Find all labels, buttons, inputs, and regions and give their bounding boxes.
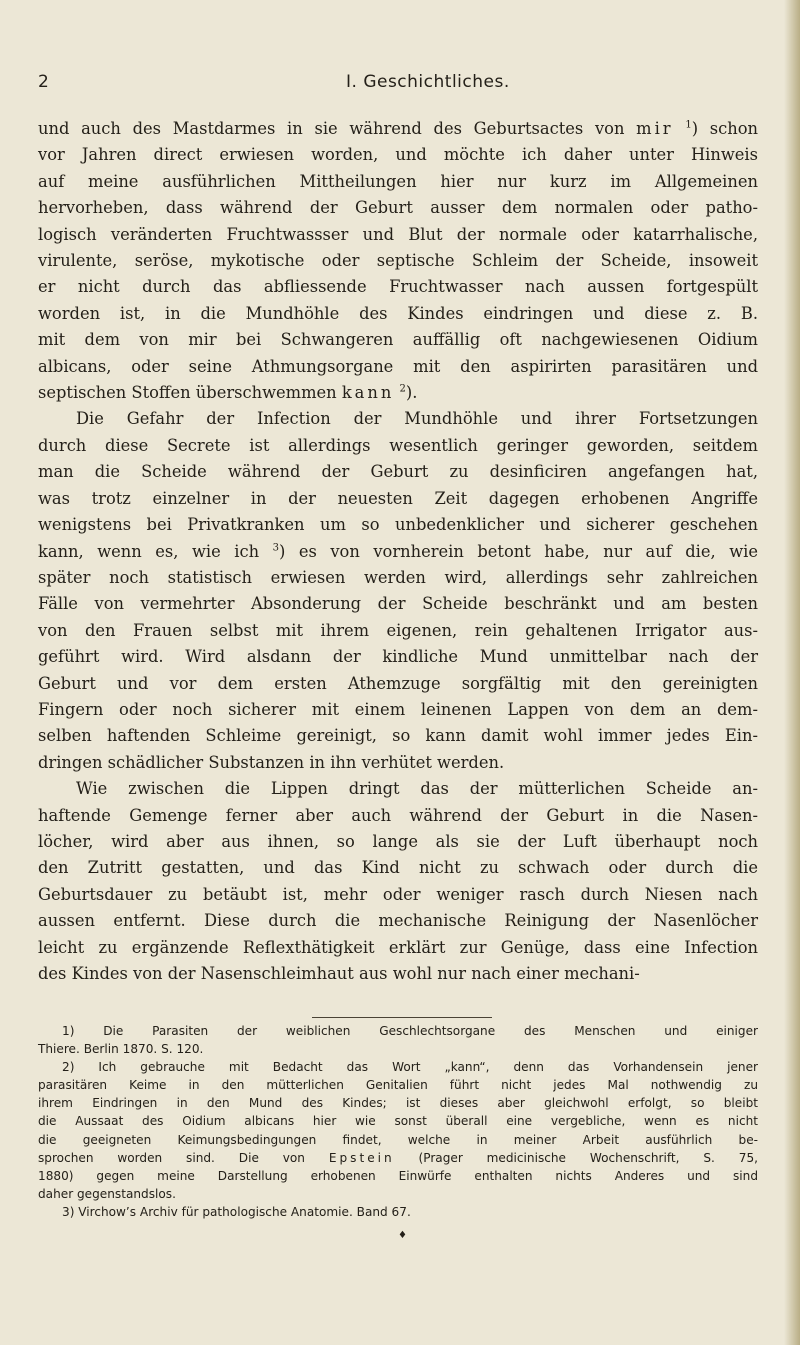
text-line: dringen schädlicher Substanzen in ihn verhütet werden. [38, 752, 505, 772]
footnote-line: parasitären Keime in den mütterlichen Genitalien führt nicht jedes Mal nothwendig zu [38, 1078, 758, 1093]
footnote-line: die geeigneten Keimungsbedingungen findet, welche in meiner Arbeit ausführlich be- [38, 1132, 758, 1147]
text-line: Geburt und vor dem ersten Athemzuge sorgfältig mit den gereinigten [38, 673, 758, 693]
text-line: leicht zu ergänzende Reflexthätigkeit erklärt zur Genüge, dass eine Infection [38, 937, 758, 957]
text-line: von den Frauen selbst mit ihrem eigenen, rein gehaltenen Irrigator aus- [38, 620, 758, 640]
text-line: hervorheben, dass während der Geburt ausser dem normalen oder patho- [38, 198, 758, 218]
footnote-ref: 1 [685, 119, 692, 131]
page-number: 2 [38, 72, 49, 92]
text-line: virulente, seröse, mykotische oder septische Schleim der Scheide, insoweit [38, 251, 758, 271]
text-line: Wie zwischen die Lippen dringt das der mütterlichen Scheide an- [76, 779, 758, 799]
text-line: wenigstens bei Privatkranken um so unbedenklicher und sicherer geschehen [38, 515, 758, 535]
text-line: Die Gefahr der Infection der Mundhöhle und ihrer Fortsetzungen [76, 409, 758, 429]
text-line: Fingern oder noch sicherer mit einem leinenen Lappen von dem an dem- [38, 699, 758, 719]
footnote-ref: 3 [272, 542, 279, 554]
text-line: Geburtsdauer zu betäubt ist, mehr oder weniger rasch durch Niesen nach [38, 884, 758, 904]
text-line: aussen entfernt. Diese durch die mechanische Reinigung der Nasenlöcher [38, 911, 758, 931]
footnote-line: Thiere. Berlin 1870. S. 120. [38, 1042, 204, 1057]
footnote-line: 1) Die Parasiten der weiblichen Geschlechtsorgane des Menschen und einiger [62, 1024, 758, 1038]
text-line: selben haftenden Schleime gereinigt, so kann damit wohl immer jedes Ein- [38, 726, 758, 746]
text-line: septischen Stoffen überschwemmen kann $^2$). [38, 383, 418, 403]
footnote-line: 2) Ich gebrauche mit Bedacht das Wort „kann“, denn das Vorhandensein jener [62, 1060, 758, 1075]
text-line: und auch des Mastdarmes in sie während des Geburtsactes von mir $^1$) schon [38, 119, 758, 138]
text-line: logisch veränderten Fruchtwassser und Blut der normale oder katarrhalische, [38, 224, 758, 244]
running-head [38, 72, 758, 96]
footnote-line: 1880) gegen meine Darstellung erhobenen Einwürfe enthalten nichts Anderes und sind [38, 1168, 758, 1183]
page-ornament: ♦ [398, 1230, 407, 1241]
footnote-line: 3) Virchow’s Archiv für pathologische Anatomie. Band 67. [62, 1204, 411, 1219]
footnote-line: daher gegenstandslos. [38, 1186, 176, 1201]
page-edge-shadow [784, 0, 800, 1345]
footnotes [38, 1022, 758, 1221]
text-line: den Zutritt gestatten, und das Kind nicht zu schwach oder durch die [38, 858, 758, 878]
text-line: Fälle von vermehrter Absonderung der Scheide beschränkt und am besten [38, 594, 758, 614]
footnote-separator [312, 1017, 492, 1018]
text-line: was trotz einzelner in der neuesten Zeit dagegen erhobenen Angriffe [38, 488, 758, 508]
footnote-line: die Aussaat des Oidium albicans hier wie sonst überall eine vergebliche, wenn es nicht [38, 1114, 758, 1129]
text-line: geführt wird. Wird alsdann der kindliche Mund unmittelbar nach der [38, 647, 758, 667]
footnote-line: ihrem Eindringen in den Mund des Kindes; ist dieses aber gleichwohl erfolgt, so bleibt [38, 1096, 758, 1111]
section-title: I. Geschichtliches. [346, 72, 510, 92]
text-line: später noch statistisch erwiesen werden wird, allerdings sehr zahlreichen [38, 567, 758, 587]
text-line: mit dem von mir bei Schwangeren auffällig oft nachgewiesenen Oidium [38, 330, 758, 350]
text-line: durch diese Secrete ist allerdings wesentlich geringer geworden, seitdem [38, 435, 758, 455]
footnote-ref: 2 [399, 383, 406, 395]
footnote-line: sprochen worden sind. Die von Epstein (Prager medicinische Wochenschrift, S. 75, [38, 1150, 758, 1165]
text-line: vor Jahren direct erwiesen worden, und möchte ich daher unter Hinweis [38, 145, 758, 165]
main-text [38, 116, 758, 987]
text-line: löcher, wird aber aus ihnen, so lange als sie der Luft überhaupt noch [38, 831, 758, 851]
text-line: des Kindes von der Nasenschleimhaut aus wohl nur nach einer mechani- [38, 964, 640, 983]
text-line: er nicht durch das abfliessende Fruchtwasser nach aussen fortgespült [38, 277, 758, 297]
text-line: worden ist, in die Mundhöhle des Kindes eindringen und diese z. B. [38, 303, 758, 323]
text-line: haftende Gemenge ferner aber auch während der Geburt in die Nasen- [38, 805, 758, 825]
text-line: kann, wenn es, wie ich $^3$) es von vornherein betont habe, nur auf die, wie [38, 541, 758, 561]
text-line: albicans, oder seine Athmungsorgane mit den aspirirten parasitären und [38, 356, 758, 376]
text-line: man die Scheide während der Geburt zu desinficiren angefangen hat, [38, 462, 758, 482]
text-line: auf meine ausführlichen Mittheilungen hier nur kurz im Allgemeinen [38, 171, 758, 191]
